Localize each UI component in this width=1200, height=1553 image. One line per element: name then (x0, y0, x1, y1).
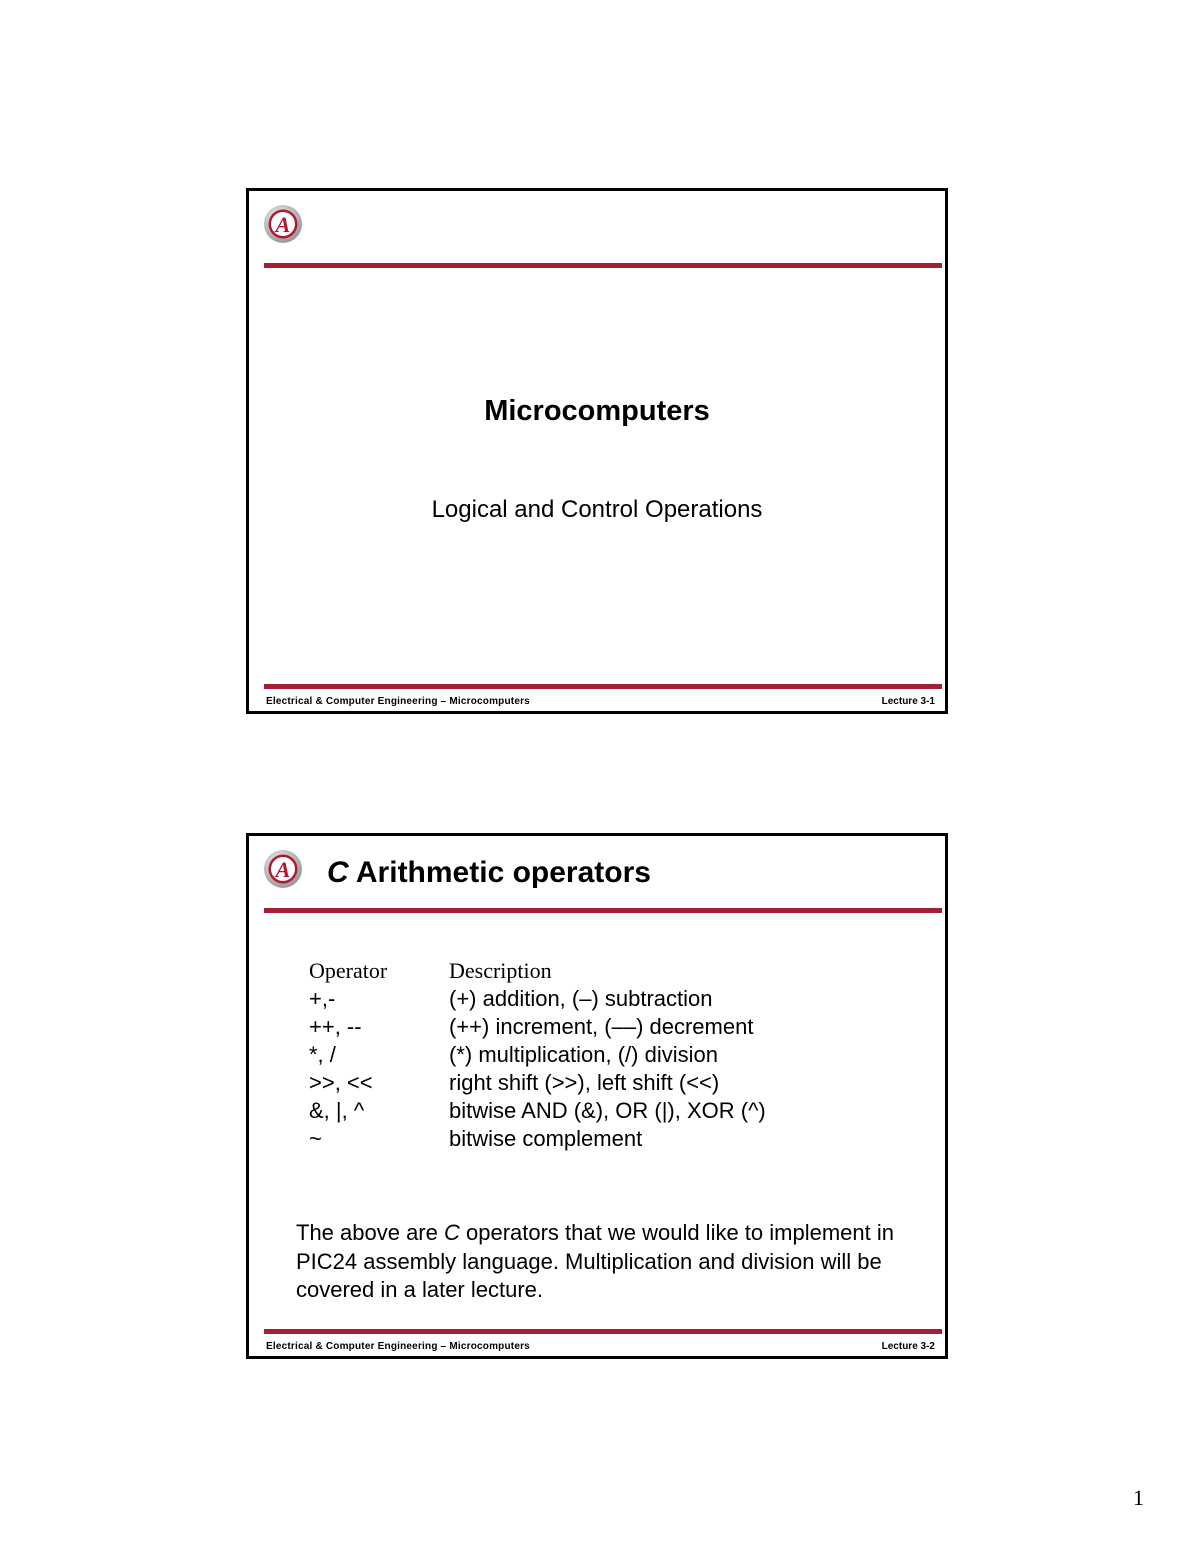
footer-lecture-number: Lecture 3-2 (881, 1341, 935, 1352)
svg-text:A: A (275, 212, 291, 237)
header-description: Description (449, 958, 552, 983)
heading-text: Arithmetic operators (348, 856, 651, 889)
table-row (309, 1014, 766, 1042)
operator-cell: >>, << (309, 1070, 373, 1095)
header-operator: Operator (309, 958, 388, 983)
bottom-rule (264, 684, 942, 689)
svg-text:A: A (275, 857, 291, 882)
bottom-rule (264, 1329, 942, 1334)
paragraph-part-2: operators that we would like to implement in PIC24 assembly language. Multiplication and division will be covered in a later lecture. (296, 1220, 894, 1302)
operator-cell: &, |, ^ (309, 1098, 365, 1123)
description-cell: (*) multiplication, (/) division (449, 1042, 718, 1067)
slide-subtitle: Logical and Control Operations (431, 496, 763, 523)
slide-title: Microcomputers (484, 395, 710, 427)
table-row (309, 1098, 766, 1126)
description-cell: (+) addition, (–) subtraction (449, 986, 713, 1011)
heading-c: C (327, 856, 349, 889)
slide-heading (327, 856, 651, 890)
operator-table (309, 958, 766, 1154)
footer-course: Electrical & Computer Engineering – Microcomputers (266, 696, 530, 707)
paragraph-part-1: The above are (296, 1220, 444, 1245)
description-cell: bitwise AND (&), OR (|), XOR (^) (449, 1098, 766, 1123)
description-cell: (++) increment, (––) decrement (449, 1014, 754, 1039)
table-row (309, 1042, 766, 1070)
table-row (309, 986, 766, 1014)
table-row (309, 1126, 766, 1154)
operator-cell: ++, -- (309, 1014, 362, 1039)
explanation-paragraph (296, 1219, 916, 1305)
slide-2 (246, 833, 948, 1359)
footer-course: Electrical & Computer Engineering – Microcomputers (266, 1341, 530, 1352)
university-logo-icon (263, 204, 303, 244)
operator-cell: ~ (309, 1126, 322, 1151)
table-header-row (309, 958, 766, 986)
top-rule (264, 263, 942, 268)
page-number: 1 (1133, 1485, 1144, 1510)
footer-lecture-number: Lecture 3-1 (881, 696, 935, 707)
description-cell: right shift (>>), left shift (<<) (449, 1070, 720, 1095)
university-logo-icon (263, 849, 303, 889)
slide-1 (246, 188, 948, 714)
top-rule (264, 908, 942, 913)
operator-cell: +,- (309, 986, 336, 1011)
description-cell: bitwise complement (449, 1126, 643, 1151)
operator-cell: *, / (309, 1042, 336, 1067)
paragraph-c: C (443, 1220, 460, 1245)
table-row (309, 1070, 766, 1098)
